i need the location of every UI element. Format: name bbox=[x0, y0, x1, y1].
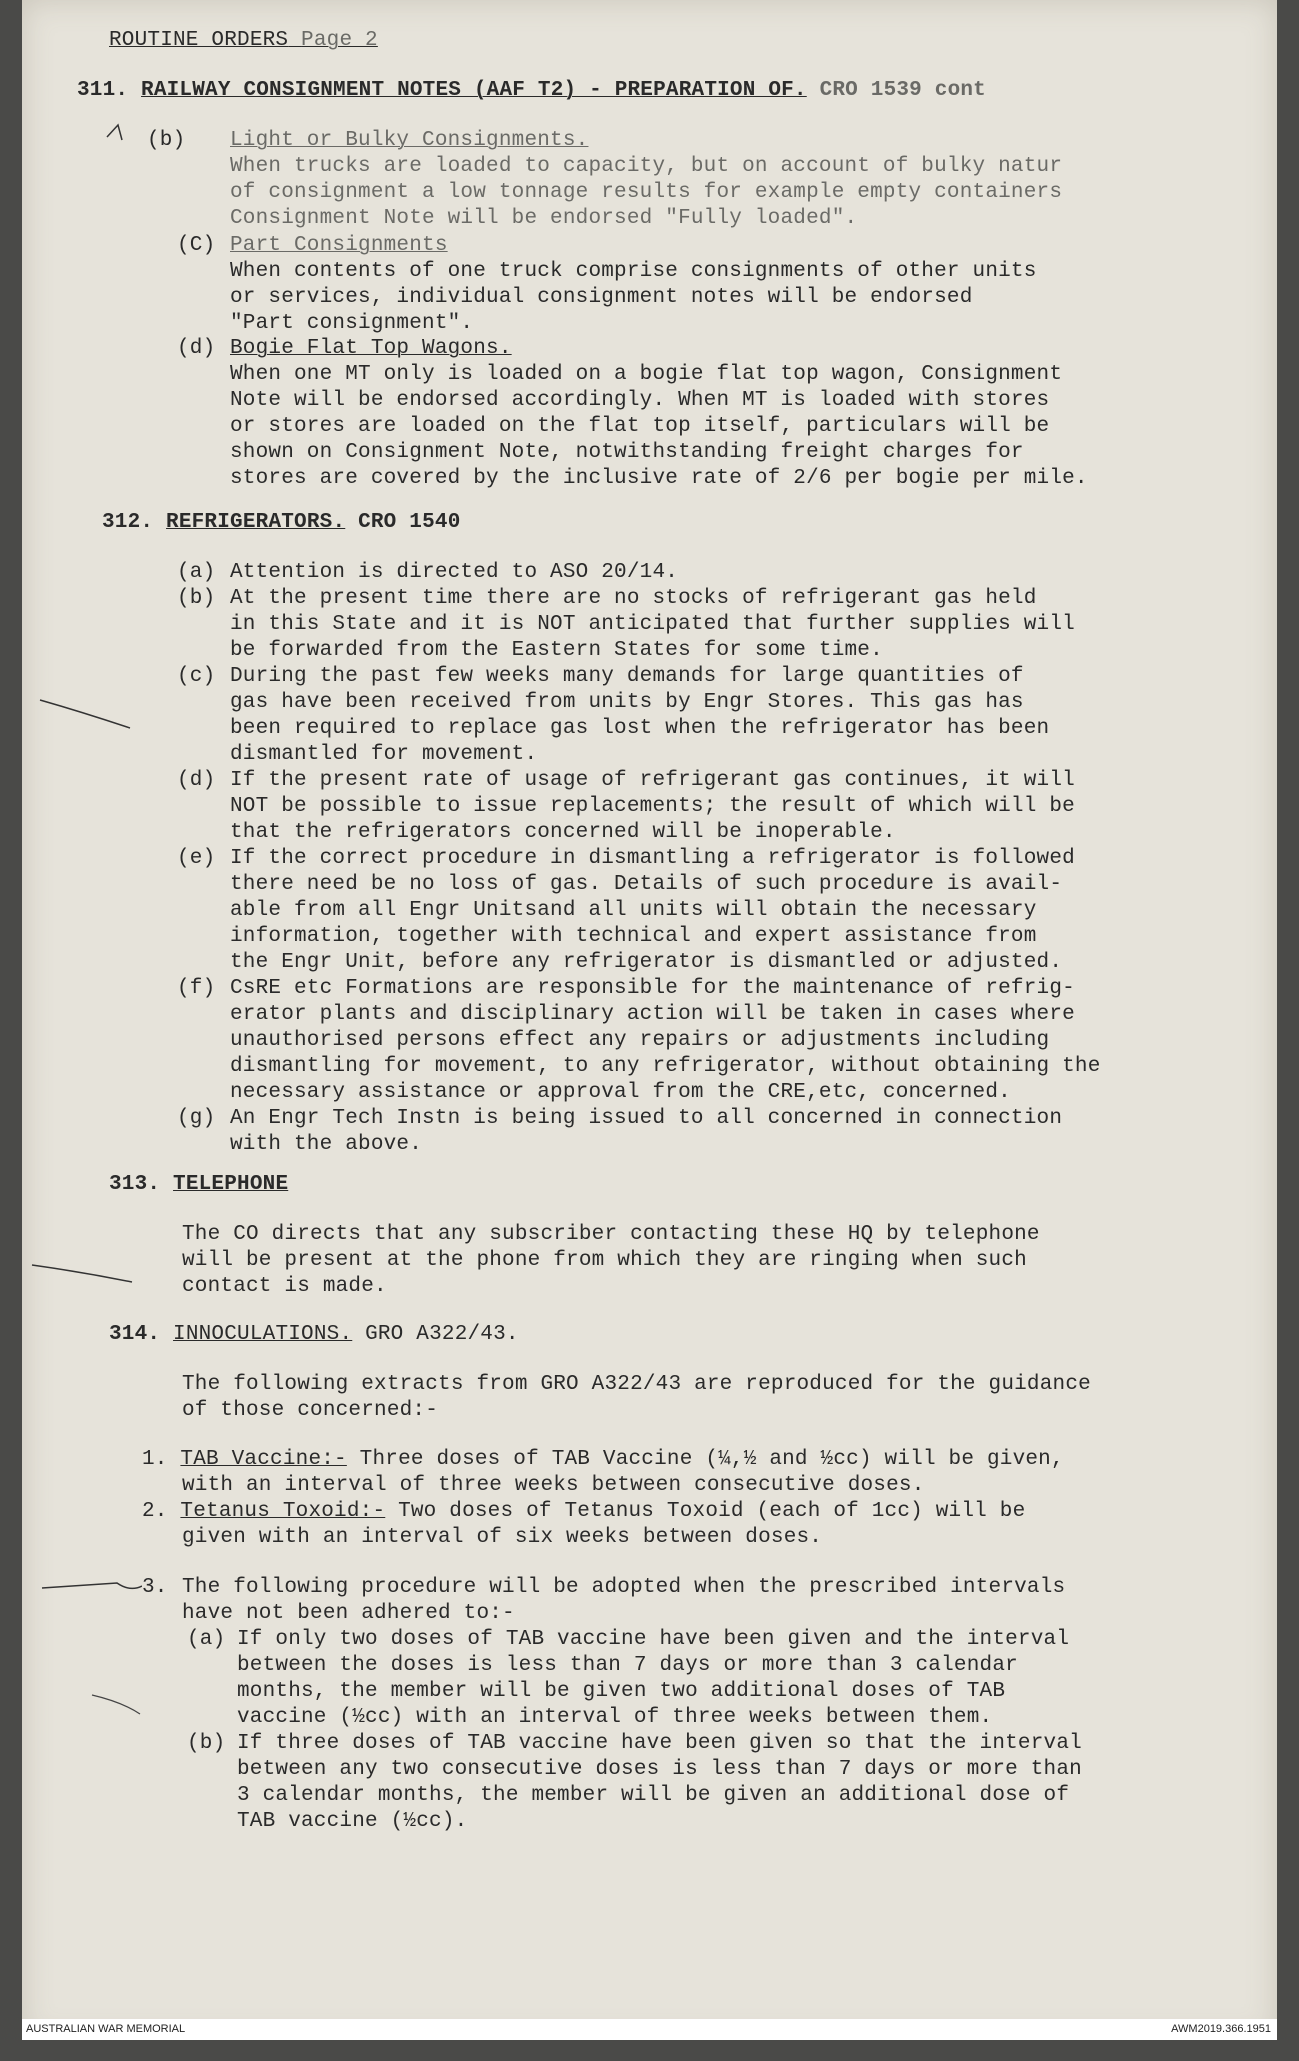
s312-item-line: able from all Engr Unitsand all units will obtain the necessary bbox=[230, 899, 1037, 922]
s312-item-line: gas have been received from units by Engr Stores. This gas has bbox=[230, 691, 1024, 714]
s314-sub-line: between the doses is less than 7 days or more than 3 calendar bbox=[237, 1654, 1018, 1677]
footer-strip bbox=[22, 2019, 1277, 2040]
s311-b-line-1: When trucks are loaded to capacity, but on account of bulky natur bbox=[230, 155, 1063, 178]
s312-item-line: If the correct procedure in dismantling a refrigerator is followed bbox=[230, 847, 1075, 870]
s314-p1: 1. TAB Vaccine:- Three doses of TAB Vaccine (¼,½ and ½cc) will be given, bbox=[142, 1448, 1064, 1471]
s314-p3-num: 3. bbox=[142, 1576, 168, 1599]
s312-item-label: (c) bbox=[177, 665, 216, 688]
s313-line-1: The CO directs that any subscriber contacting these HQ by telephone bbox=[182, 1223, 1040, 1246]
s311-c-line-2: or services, individual consignment notes will be endorsed bbox=[230, 286, 973, 309]
section-314-heading: 314. INNOCULATIONS. GRO A322/43. bbox=[109, 1323, 519, 1346]
s312-item-line: dismantled for movement. bbox=[230, 743, 538, 766]
s311-b-label: (b) bbox=[147, 129, 186, 152]
s311-d-heading: Bogie Flat Top Wagons. bbox=[230, 337, 512, 360]
s312-item-line: At the present time there are no stocks of refrigerant gas held bbox=[230, 587, 1037, 610]
s311-c-line-1: When contents of one truck comprise consignments of other units bbox=[230, 260, 1037, 283]
s314-sub-line: If only two doses of TAB vaccine have been given and the interval bbox=[237, 1628, 1070, 1651]
s312-item-label: (e) bbox=[177, 847, 216, 870]
s312-item-line: An Engr Tech Instn is being issued to all concerned in connection bbox=[230, 1107, 1063, 1130]
s314-intro-1: The following extracts from GRO A322/43 are reproduced for the guidance bbox=[182, 1373, 1091, 1396]
s311-c-heading: Part Consignments bbox=[230, 234, 448, 257]
s312-item-line: unauthorised persons effect any repairs or adjustments including bbox=[230, 1029, 1050, 1052]
s311-c-line-3: "Part consignment". bbox=[230, 312, 474, 335]
s313-line-2: will be present at the phone from which they are ringing when such bbox=[182, 1249, 1027, 1272]
header-title: ROUTINE ORDERS Page 2 bbox=[109, 29, 378, 52]
s311-d-line-4: shown on Consignment Note, notwithstanding freight charges for bbox=[230, 441, 1024, 464]
s314-sub-line: vaccine (½cc) with an interval of three weeks between them. bbox=[237, 1706, 993, 1729]
s311-d-label: (d) bbox=[177, 337, 216, 360]
s311-d-line-5: stores are covered by the inclusive rate of 2/6 per bogie per mile. bbox=[230, 467, 1088, 490]
s314-p3-line-1: The following procedure will be adopted when the prescribed intervals bbox=[182, 1576, 1066, 1599]
section-312-heading: 312. REFRIGERATORS. CRO 1540 bbox=[102, 511, 461, 534]
s312-item-line: CsRE etc Formations are responsible for the maintenance of refrig- bbox=[230, 977, 1075, 1000]
section-313-heading: 313. TELEPHONE bbox=[109, 1173, 289, 1196]
s314-sub-label: (b) bbox=[187, 1732, 226, 1755]
s314-sub-line: TAB vaccine (½cc). bbox=[237, 1810, 468, 1833]
s312-item-line: been required to replace gas lost when the refrigerator has been bbox=[230, 717, 1050, 740]
s312-item-line: If the present rate of usage of refrigerant gas continues, it will bbox=[230, 769, 1075, 792]
s312-item-label: (d) bbox=[177, 769, 216, 792]
s314-sub-line: months, the member will be given two additional doses of TAB bbox=[237, 1680, 1006, 1703]
s312-item-line: During the past few weeks many demands for large quantities of bbox=[230, 665, 1024, 688]
footer-left: AUSTRALIAN WAR MEMORIAL bbox=[26, 2023, 186, 2035]
footer-right: AWM2019.366.1951 bbox=[1171, 2023, 1271, 2035]
s312-item-line: dismantling for movement, to any refrigerator, without obtaining the bbox=[230, 1055, 1101, 1078]
s313-line-3: contact is made. bbox=[182, 1275, 387, 1298]
s314-p2-line-2: given with an interval of six weeks between doses. bbox=[182, 1526, 823, 1549]
s312-item-line: information, together with technical and expert assistance from bbox=[230, 925, 1037, 948]
s314-p3-line-2: have not been adhered to:- bbox=[182, 1602, 515, 1625]
s312-item-line: necessary assistance or approval from the CRE,etc, concerned. bbox=[230, 1081, 1011, 1104]
s312-item-line: NOT be possible to issue replacements; the result of which will be bbox=[230, 795, 1075, 818]
s312-item-label: (f) bbox=[177, 977, 216, 1000]
s312-item-label: (a) bbox=[177, 561, 216, 584]
s314-sub-label: (a) bbox=[187, 1628, 226, 1651]
document-page bbox=[22, 0, 1277, 2040]
s314-p1-line-2: with an interval of three weeks between consecutive doses. bbox=[182, 1474, 925, 1497]
margin-pencil-marks bbox=[22, 0, 142, 2040]
s312-item-line: the Engr Unit, before any refrigerator is dismantled or adjusted. bbox=[230, 951, 1063, 974]
s311-b-line-3: Consignment Note will be endorsed "Fully loaded". bbox=[230, 207, 858, 230]
s312-item-label: (g) bbox=[177, 1107, 216, 1130]
s314-sub-line: If three doses of TAB vaccine have been given so that the interval bbox=[237, 1732, 1082, 1755]
s311-b-line-2: of consignment a low tonnage results for example empty containers bbox=[230, 181, 1063, 204]
s312-item-line: in this State and it is NOT anticipated that further supplies will bbox=[230, 613, 1075, 636]
s312-item-line: there need be no loss of gas. Details of such procedure is avail- bbox=[230, 873, 1063, 896]
s312-item-line: be forwarded from the Eastern States for some time. bbox=[230, 639, 883, 662]
s311-d-line-2: Note will be endorsed accordingly. When MT is loaded with stores bbox=[230, 389, 1050, 412]
s312-item-line: Attention is directed to ASO 20/14. bbox=[230, 561, 679, 584]
section-311-heading: 311. RAILWAY CONSIGNMENT NOTES (AAF T2) - PREPARATION OF. CRO 1539 cont bbox=[77, 79, 986, 102]
s312-item-label: (b) bbox=[177, 587, 216, 610]
s312-item-line: that the refrigerators concerned will be inoperable. bbox=[230, 821, 896, 844]
s314-p2: 2. Tetanus Toxoid:- Two doses of Tetanus Toxoid (each of 1cc) will be bbox=[142, 1500, 1026, 1523]
s314-intro-2: of those concerned:- bbox=[182, 1399, 439, 1422]
s312-item-line: erator plants and disciplinary action will be taken in cases where bbox=[230, 1003, 1075, 1026]
s311-b-heading: Light or Bulky Consignments. bbox=[230, 129, 589, 152]
s312-item-line: with the above. bbox=[230, 1133, 423, 1156]
s314-sub-line: between any two consecutive doses is less than 7 days or more than bbox=[237, 1758, 1082, 1781]
s311-c-label: (C) bbox=[177, 234, 216, 257]
s311-d-line-3: or stores are loaded on the flat top itself, particulars will be bbox=[230, 415, 1050, 438]
s311-d-line-1: When one MT only is loaded on a bogie flat top wagon, Consignment bbox=[230, 363, 1063, 386]
s314-sub-line: 3 calendar months, the member will be given an additional dose of bbox=[237, 1784, 1070, 1807]
